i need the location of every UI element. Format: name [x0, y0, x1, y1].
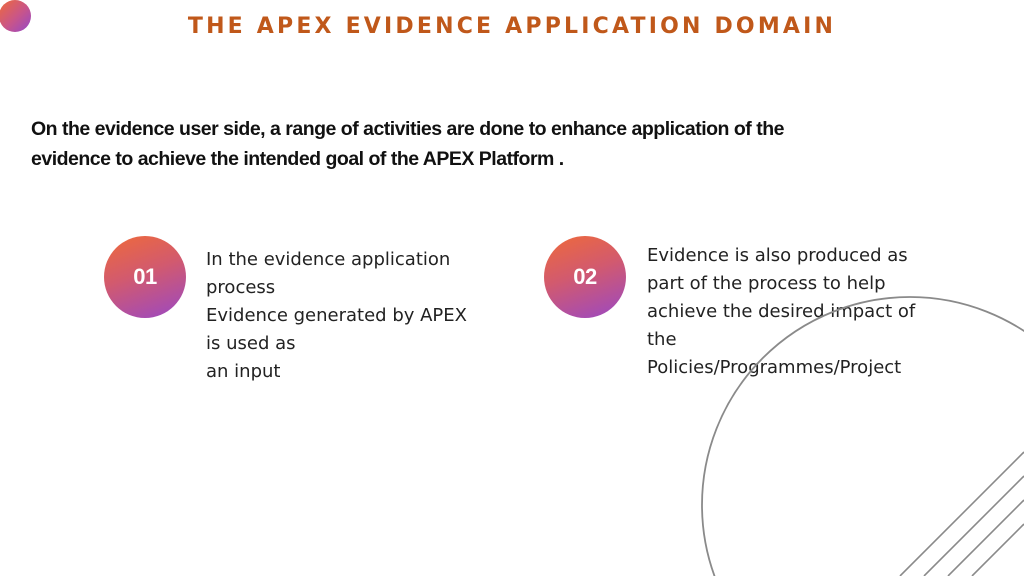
step-text-line: achieve the desired impact of [647, 301, 916, 322]
step-text-line: In the evidence application [206, 249, 451, 270]
intro-line: On the evidence user side, a range of activities are done to enhance application of the [31, 118, 784, 140]
step-01-badge [104, 236, 186, 318]
step-text-line: part of the process to help [647, 273, 886, 294]
page-title: THE APEX EVIDENCE APPLICATION DOMAIN [187, 14, 837, 39]
step-text-line: Evidence generated by APEX [206, 305, 467, 326]
step-text-line: is used as [206, 333, 296, 354]
diagonal-stripe [948, 500, 1024, 576]
diagonal-stripe [924, 476, 1024, 576]
step-text-line: process [206, 277, 276, 298]
diagonal-stripe [972, 524, 1024, 576]
intro-paragraph [31, 114, 991, 174]
step-number: 01 [133, 264, 157, 289]
step-number: 02 [573, 264, 597, 289]
step-text-line: the [647, 329, 677, 350]
step-text-line: Policies/Programmes/Project [647, 357, 902, 378]
step-02-badge [544, 236, 626, 318]
intro-line: evidence to achieve the intended goal of the APEX Platform . [31, 148, 564, 170]
step-01-text [206, 246, 467, 386]
step-text-line: an input [206, 361, 281, 382]
diagonal-stripe [900, 452, 1024, 576]
step-02-text [647, 242, 915, 382]
step-text-line: Evidence is also produced as [647, 245, 908, 266]
